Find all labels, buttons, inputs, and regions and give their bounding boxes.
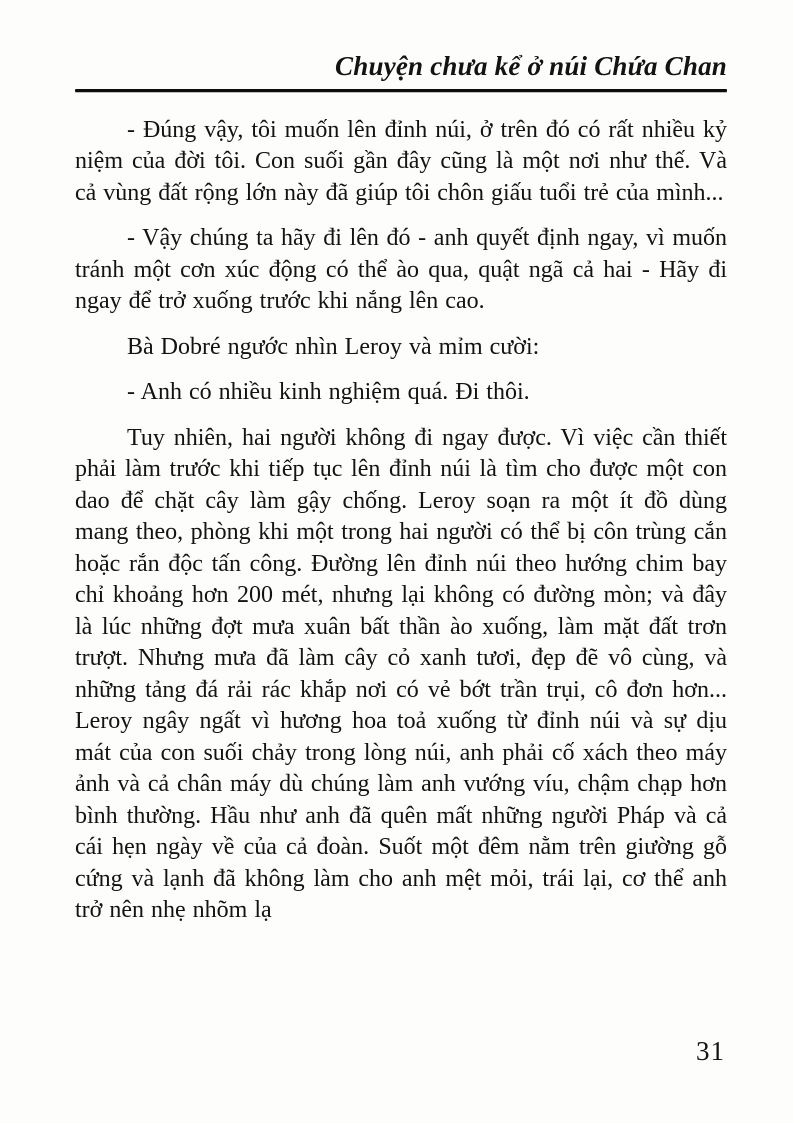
page-body bbox=[75, 115, 727, 927]
paragraph: - Đúng vậy, tôi muốn lên đỉnh núi, ở trên đó có rất nhiều kỷ niệm của đời tôi. Con suối gần đây cũng là một nơi như thế. Và cả vùng đất rộng lớn này đã giúp tôi chôn giấu tuổi trẻ của mình... bbox=[75, 116, 727, 206]
running-header: Chuyện chưa kể ở núi Chứa Chan bbox=[335, 51, 727, 81]
paragraph: Bà Dobré ngước nhìn Leroy và mỉm cười: bbox=[127, 333, 540, 360]
page-number: 31 bbox=[696, 1036, 725, 1066]
header-rule-divider bbox=[75, 89, 727, 92]
paragraph: - Anh có nhiều kinh nghiệm quá. Đi thôi. bbox=[127, 379, 530, 406]
page-content bbox=[75, 0, 727, 941]
paragraph: Tuy nhiên, hai người không đi ngay được. Vì việc cần thiết phải làm trước khi tiếp tục lên đỉnh núi là tìm cho được một con dao để chặt cây làm gậy chống. Leroy soạn ra một ít đồ dùng mang theo, phòng khi một trong hai người có thể bị côn trùng cắn hoặc rắn độc tấn công. Đường lên đỉnh núi theo hướng chim bay chỉ khoảng hơn 200 mét, nhưng lại không có đường mòn; và đây là lúc những đợt mưa xuân bất thần ào xuống, làm mặt đất trơn trượt. Nhưng mưa đã làm cây cỏ xanh tươi, đẹp đẽ vô cùng, và những tảng đá rải rác khắp nơi có vẻ bớt trần trụi, cô đơn hơn... Leroy ngây ngất vì hương hoa toả xuống từ đỉnh núi và sự dịu mát của con suối chảy trong lòng núi, anh phải cố xách theo máy ảnh và cả chân máy dù chúng làm anh vướng víu, chậm chạp hơn bình thường. Hầu như anh đã quên mất những người Pháp và cả cái hẹn ngày về của cả đoàn. Suốt một đêm nằm trên giường gỗ cứng và lạnh đã không làm cho anh mệt mỏi, trái lại, cơ thể anh trở nên nhẹ nhõm lạ bbox=[75, 424, 727, 924]
paragraph: - Vậy chúng ta hãy đi lên đó - anh quyết định ngay, vì muốn tránh một cơn xúc động có thể ào qua, quật ngã cả hai - Hãy đi ngay để trở xuống trước khi nắng lên cao. bbox=[75, 225, 727, 315]
